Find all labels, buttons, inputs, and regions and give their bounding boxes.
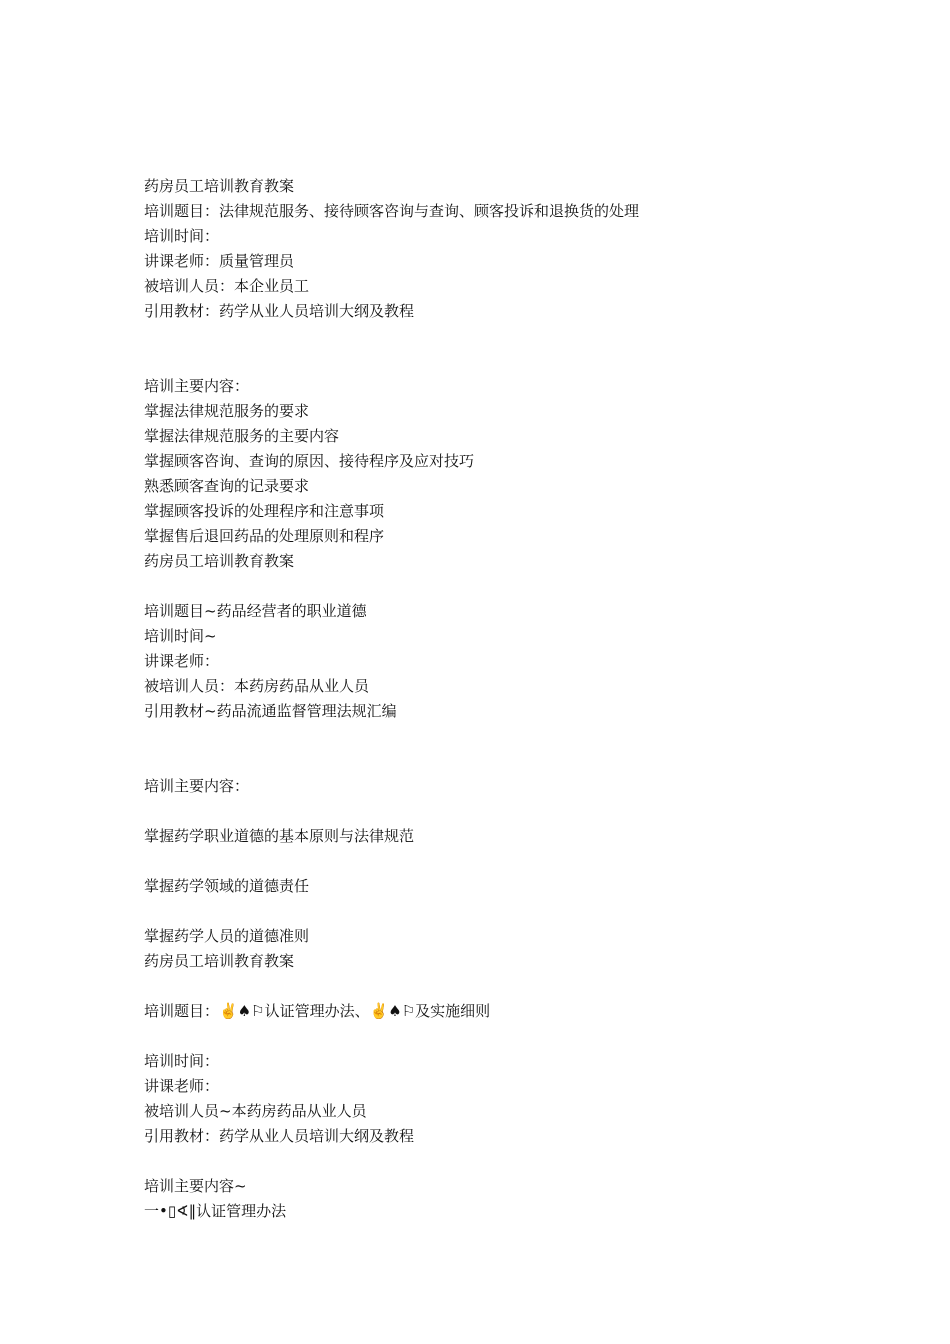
section3-textbook: 引用教材：药学从业人员培训大纲及教程 [144, 1127, 415, 1145]
spacer [144, 324, 864, 374]
section1-topic: 培训题目：法律规范服务、接待顾客咨询与查询、顾客投诉和退换货的处理 [144, 202, 640, 220]
section1-content-item: 掌握顾客投诉的处理程序和注意事项 [144, 502, 385, 520]
section3-topic: 培训题目：✌♠⚐认证管理办法、✌♠⚐及实施细则 [144, 1002, 491, 1020]
spacer [144, 849, 864, 874]
spacer [144, 574, 864, 599]
section1-content-item: 掌握售后退回药品的处理原则和程序 [144, 527, 385, 545]
spacer [144, 974, 864, 999]
section2-teacher: 讲课老师： [144, 652, 220, 670]
section2-content-item: 掌握药学人员的道德准则 [144, 927, 310, 945]
section1-content-heading: 培训主要内容： [144, 377, 250, 395]
section2-content-item: 掌握药学领域的道德责任 [144, 877, 310, 895]
section1-trainees: 被培训人员：本企业员工 [144, 277, 310, 295]
section3-time: 培训时间： [144, 1052, 220, 1070]
spacer [144, 724, 864, 774]
section1-content-item: 熟悉顾客查询的记录要求 [144, 477, 310, 495]
document-body [144, 174, 864, 1224]
section2-time: 培训时间~ [144, 627, 217, 645]
spacer [144, 1149, 864, 1174]
spacer [144, 899, 864, 924]
section3-title: 药房员工培训教育教案 [144, 952, 295, 970]
section2-topic: 培训题目~药品经营者的职业道德 [144, 602, 367, 620]
section1-content-item: 掌握法律规范服务的主要内容 [144, 427, 340, 445]
section1-time: 培训时间： [144, 227, 220, 245]
section3-content-item: 一•▯∢‖认证管理办法 [144, 1202, 287, 1220]
section2-trainees: 被培训人员：本药房药品从业人员 [144, 677, 370, 695]
section1-title: 药房员工培训教育教案 [144, 177, 295, 195]
section1-content-item: 掌握顾客咨询、查询的原因、接待程序及应对技巧 [144, 452, 475, 470]
section2-content-item: 掌握药学职业道德的基本原则与法律规范 [144, 827, 415, 845]
spacer [144, 1024, 864, 1049]
spacer [144, 799, 864, 824]
section3-teacher: 讲课老师： [144, 1077, 220, 1095]
section2-content-heading: 培训主要内容： [144, 777, 250, 795]
section3-trainees: 被培训人员~本药房药品从业人员 [144, 1102, 367, 1120]
section3-content-heading: 培训主要内容~ [144, 1177, 247, 1195]
section2-title: 药房员工培训教育教案 [144, 552, 295, 570]
section2-textbook: 引用教材~药品流通监督管理法规汇编 [144, 702, 397, 720]
section1-teacher: 讲课老师：质量管理员 [144, 252, 295, 270]
section1-textbook: 引用教材：药学从业人员培训大纲及教程 [144, 302, 415, 320]
section1-content-item: 掌握法律规范服务的要求 [144, 402, 310, 420]
